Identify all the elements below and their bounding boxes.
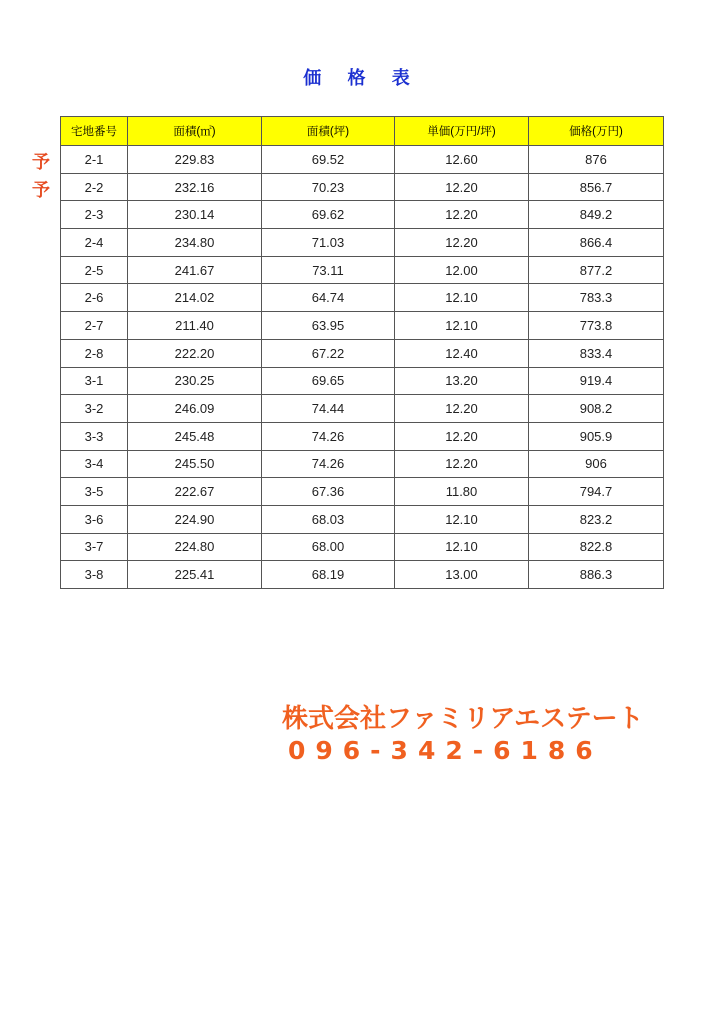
cell-price: 886.3	[529, 561, 664, 589]
table-row	[61, 229, 664, 257]
header-price: 価格(万円)	[529, 117, 664, 146]
cell-lot-number: 3-4	[61, 450, 128, 478]
cell-price: 822.8	[529, 533, 664, 561]
cell-lot-number: 2-3	[61, 201, 128, 229]
page-title: 価 格 表	[303, 68, 420, 89]
cell-area-sqm: 230.14	[128, 201, 262, 229]
header-lot-number: 宅地番号	[61, 117, 128, 146]
cell-unit-price: 12.20	[395, 201, 529, 229]
cell-area-sqm: 222.20	[128, 339, 262, 367]
table-row	[61, 201, 664, 229]
cell-area-tsubo: 64.74	[262, 284, 395, 312]
cell-unit-price: 12.40	[395, 339, 529, 367]
cell-area-tsubo: 71.03	[262, 229, 395, 257]
table-row	[61, 339, 664, 367]
table-row	[61, 422, 664, 450]
cell-area-sqm: 232.16	[128, 173, 262, 201]
cell-area-sqm: 222.67	[128, 478, 262, 506]
cell-unit-price: 12.20	[395, 229, 529, 257]
cell-unit-price: 12.20	[395, 422, 529, 450]
cell-price: 849.2	[529, 201, 664, 229]
table-row	[61, 312, 664, 340]
table-row	[61, 367, 664, 395]
cell-price: 794.7	[529, 478, 664, 506]
cell-area-tsubo: 67.22	[262, 339, 395, 367]
cell-area-sqm: 224.90	[128, 505, 262, 533]
cell-price: 833.4	[529, 339, 664, 367]
table-row	[61, 533, 664, 561]
cell-price: 876	[529, 146, 664, 174]
cell-unit-price: 13.00	[395, 561, 529, 589]
cell-lot-number: 2-5	[61, 256, 128, 284]
cell-area-tsubo: 68.19	[262, 561, 395, 589]
cell-area-tsubo: 74.26	[262, 450, 395, 478]
cell-unit-price: 12.10	[395, 533, 529, 561]
cell-area-sqm: 224.80	[128, 533, 262, 561]
cell-area-sqm: 211.40	[128, 312, 262, 340]
reservation-mark: 予	[32, 152, 50, 173]
cell-price: 866.4	[529, 229, 664, 257]
cell-area-tsubo: 74.44	[262, 395, 395, 423]
cell-lot-number: 3-8	[61, 561, 128, 589]
cell-price: 823.2	[529, 505, 664, 533]
price-table	[60, 116, 664, 589]
table-row	[61, 256, 664, 284]
cell-price: 773.8	[529, 312, 664, 340]
cell-price: 905.9	[529, 422, 664, 450]
table-row	[61, 478, 664, 506]
cell-area-sqm: 245.48	[128, 422, 262, 450]
cell-area-sqm: 230.25	[128, 367, 262, 395]
cell-lot-number: 2-1	[61, 146, 128, 174]
phone-number: 096-342-6186	[288, 736, 603, 765]
cell-area-tsubo: 68.03	[262, 505, 395, 533]
cell-area-tsubo: 69.52	[262, 146, 395, 174]
table-row	[61, 505, 664, 533]
cell-lot-number: 2-2	[61, 173, 128, 201]
cell-area-tsubo: 70.23	[262, 173, 395, 201]
table-row	[61, 561, 664, 589]
cell-lot-number: 3-3	[61, 422, 128, 450]
table-header-row	[61, 117, 664, 146]
cell-area-tsubo: 63.95	[262, 312, 395, 340]
cell-area-tsubo: 69.62	[262, 201, 395, 229]
cell-unit-price: 13.20	[395, 367, 529, 395]
cell-unit-price: 12.10	[395, 312, 529, 340]
table-row	[61, 173, 664, 201]
cell-area-sqm: 234.80	[128, 229, 262, 257]
table-row	[61, 284, 664, 312]
cell-lot-number: 2-6	[61, 284, 128, 312]
cell-price: 908.2	[529, 395, 664, 423]
header-area-tsubo: 面積(坪)	[262, 117, 395, 146]
cell-lot-number: 2-8	[61, 339, 128, 367]
cell-unit-price: 12.10	[395, 284, 529, 312]
cell-unit-price: 12.60	[395, 146, 529, 174]
table-row	[61, 450, 664, 478]
cell-lot-number: 3-2	[61, 395, 128, 423]
cell-price: 919.4	[529, 367, 664, 395]
cell-unit-price: 12.20	[395, 450, 529, 478]
header-unit-price: 単価(万円/坪)	[395, 117, 529, 146]
cell-price: 877.2	[529, 256, 664, 284]
cell-lot-number: 3-1	[61, 367, 128, 395]
cell-unit-price: 12.10	[395, 505, 529, 533]
cell-area-tsubo: 69.65	[262, 367, 395, 395]
cell-price: 856.7	[529, 173, 664, 201]
cell-lot-number: 3-7	[61, 533, 128, 561]
cell-area-tsubo: 67.36	[262, 478, 395, 506]
reservation-mark: 予	[32, 180, 50, 201]
cell-price: 906	[529, 450, 664, 478]
cell-unit-price: 12.20	[395, 173, 529, 201]
cell-lot-number: 3-6	[61, 505, 128, 533]
cell-lot-number: 2-4	[61, 229, 128, 257]
cell-lot-number: 3-5	[61, 478, 128, 506]
cell-unit-price: 11.80	[395, 478, 529, 506]
cell-area-tsubo: 74.26	[262, 422, 395, 450]
cell-area-sqm: 245.50	[128, 450, 262, 478]
cell-area-tsubo: 68.00	[262, 533, 395, 561]
header-area-sqm: 面積(㎡)	[128, 117, 262, 146]
cell-area-tsubo: 73.11	[262, 256, 395, 284]
cell-unit-price: 12.00	[395, 256, 529, 284]
cell-area-sqm: 241.67	[128, 256, 262, 284]
cell-area-sqm: 246.09	[128, 395, 262, 423]
company-name: 株式会社ファミリアエステート	[282, 704, 644, 734]
cell-price: 783.3	[529, 284, 664, 312]
table-row	[61, 146, 664, 174]
cell-lot-number: 2-7	[61, 312, 128, 340]
cell-area-sqm: 225.41	[128, 561, 262, 589]
cell-area-sqm: 214.02	[128, 284, 262, 312]
cell-area-sqm: 229.83	[128, 146, 262, 174]
cell-unit-price: 12.20	[395, 395, 529, 423]
table-row	[61, 395, 664, 423]
table-body	[61, 146, 664, 589]
